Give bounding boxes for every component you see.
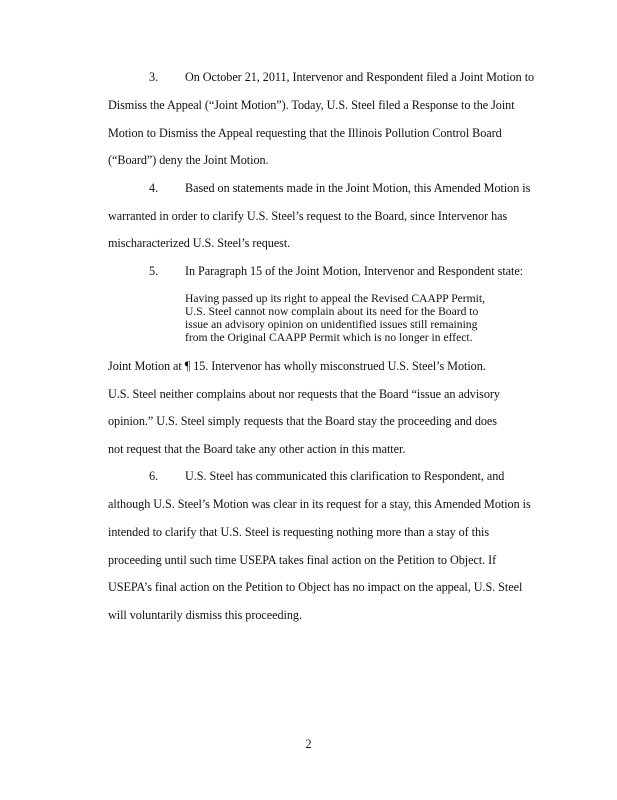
quote-line: from the Original CAAPP Permit which is no longer in effect.	[185, 331, 473, 344]
paragraph-line: U.S. Steel has communicated this clarification to Respondent, and	[185, 469, 505, 483]
paragraph-number: 4.	[149, 181, 159, 195]
paragraph-line: USEPA’s final action on the Petition to Object has no impact on the appeal, U.S. Steel	[108, 580, 523, 594]
paragraph-line: will voluntarily dismiss this proceeding.	[108, 608, 302, 622]
paragraph-line: opinion.” U.S. Steel simply requests that the Board stay the proceeding and does	[108, 414, 497, 428]
page-number: 2	[305, 737, 312, 751]
paragraph-line: not request that the Board take any other action in this matter.	[108, 442, 406, 456]
paragraph-number: 6.	[149, 469, 159, 483]
paragraph-line: mischaracterized U.S. Steel’s request.	[108, 236, 291, 250]
paragraph-line: intended to clarify that U.S. Steel is requesting nothing more than a stay of this	[108, 525, 490, 539]
quote-line: U.S. Steel cannot now complain about its need for the Board to	[185, 305, 479, 318]
paragraph-line: U.S. Steel neither complains about nor requests that the Board “issue an advisory	[108, 387, 500, 401]
paragraph-line: Based on statements made in the Joint Motion, this Amended Motion is	[185, 181, 531, 195]
quote-line: issue an advisory opinion on unidentified issues still remaining	[185, 318, 478, 331]
paragraph-line: although U.S. Steel’s Motion was clear in its request for a stay, this Amended Motion is	[108, 497, 531, 511]
paragraph-line: warranted in order to clarify U.S. Steel’s request to the Board, since Intervenor has	[108, 209, 508, 223]
paragraph-line: In Paragraph 15 of the Joint Motion, Intervenor and Respondent state:	[185, 264, 524, 278]
paragraph-line: On October 21, 2011, Intervenor and Respondent filed a Joint Motion to	[185, 70, 535, 84]
paragraph-line: proceeding until such time USEPA takes final action on the Petition to Object. If	[108, 553, 497, 567]
quote-line: Having passed up its right to appeal the Revised CAAPP Permit,	[185, 292, 486, 305]
paragraph-line: Joint Motion at ¶ 15. Intervenor has wholly misconstrued U.S. Steel’s Motion.	[108, 359, 486, 373]
paragraph-number: 3.	[149, 70, 159, 84]
paragraph-line: Dismiss the Appeal (“Joint Motion”). Today, U.S. Steel filed a Response to the Joint	[108, 98, 515, 112]
paragraph-line: Motion to Dismiss the Appeal requesting that the Illinois Pollution Control Board	[108, 126, 502, 140]
paragraph-number: 5.	[149, 264, 159, 278]
paragraph-line: (“Board”) deny the Joint Motion.	[108, 153, 269, 167]
